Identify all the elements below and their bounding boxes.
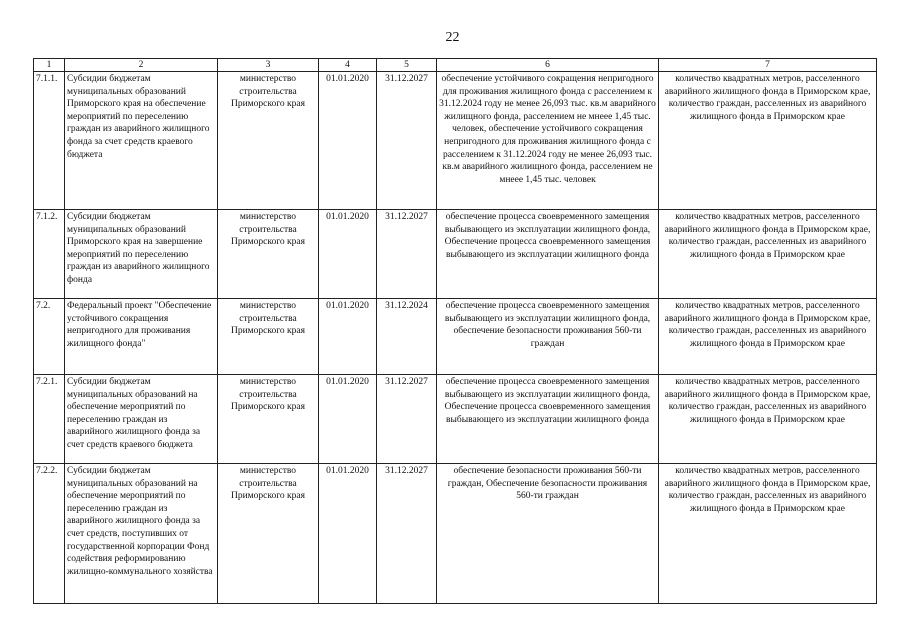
column-number: 4 <box>319 59 377 72</box>
column-number: 7 <box>659 59 877 72</box>
table-row <box>34 72 877 210</box>
item-start-date: 01.01.2020 <box>319 299 377 375</box>
item-number: 7.2.2. <box>34 464 65 604</box>
item-start-date: 01.01.2020 <box>319 464 377 604</box>
column-number: 6 <box>437 59 659 72</box>
table-row <box>34 375 877 464</box>
item-name: Субсидии бюджетам муниципальных образований Приморского края на обеспечение мероприятий по переселению граждан из аварийного жилищного фонда за счет средств краевого бюджета <box>65 72 218 210</box>
column-number: 3 <box>218 59 319 72</box>
item-name: Субсидии бюджетам муниципальных образований на обеспечение мероприятий по переселению граждан из аварийного жилищного фонда за счет средств, поступивших от государственной корпорации Фонд содействия реформированию жилищно-коммунального хозяйства <box>65 464 218 604</box>
item-indicator: количество квадратных метров, расселенного аварийного жилищного фонда в Приморском крае, количество граждан, расселенных из аварийного жилищного фонда в Приморском крае <box>659 375 877 464</box>
item-expected-result: обеспечение процесса своевременного замещения выбывающего из эксплуатации жилищного фонда, Обеспечение процесса своевременного замещения выбывающего из эксплуатации жилищного фонда <box>437 210 659 299</box>
item-name: Субсидии бюджетам муниципальных образований Приморского края на завершение мероприятий по переселению граждан из аварийного жилищного фонда <box>65 210 218 299</box>
item-start-date: 01.01.2020 <box>319 72 377 210</box>
item-expected-result: обеспечение процесса своевременного замещения выбывающего из эксплуатации жилищного фонда, Обеспечение процесса своевременного замещения выбывающего из эксплуатации жилищного фонда <box>437 375 659 464</box>
item-indicator: количество квадратных метров, расселенного аварийного жилищного фонда в Приморском крае, количество граждан, расселенных из аварийного жилищного фонда в Приморском крае <box>659 299 877 375</box>
item-executor: министерство строительства Приморского края <box>218 72 319 210</box>
item-end-date: 31.12.2027 <box>377 375 437 464</box>
column-number: 5 <box>377 59 437 72</box>
item-start-date: 01.01.2020 <box>319 210 377 299</box>
item-indicator: количество квадратных метров, расселенного аварийного жилищного фонда в Приморском крае, количество граждан, расселенных из аварийного жилищного фонда в Приморском крае <box>659 210 877 299</box>
item-indicator: количество квадратных метров, расселенного аварийного жилищного фонда в Приморском крае, количество граждан, расселенных из аварийного жилищного фонда в Приморском крае <box>659 464 877 604</box>
item-end-date: 31.12.2024 <box>377 299 437 375</box>
item-indicator: количество квадратных метров, расселенного аварийного жилищного фонда в Приморском крае, количество граждан, расселенных из аварийного жилищного фонда в Приморском крае <box>659 72 877 210</box>
item-expected-result: обеспечение устойчивого сокращения непригодного для проживания жилищного фонда с расселением к 31.12.2024 году не менее 26,093 тыс. кв.м аварийного жилищного фонда, расселением не мнеее 1,45 тыс. человек, обеспечение устойчивого сокращения непригодного для проживания жилищного фонда с расселением к 31.12.2024 году не менее 26,093 тыс. кв.м аварийного жилищного фонда, расселением не мнеее 1,45 тыс. человек <box>437 72 659 210</box>
item-name: Федеральный проект "Обеспечение устойчивого сокращения непригодного для проживания жилищного фонда" <box>65 299 218 375</box>
item-number: 7.1.2. <box>34 210 65 299</box>
item-executor: министерство строительства Приморского края <box>218 210 319 299</box>
column-number: 1 <box>34 59 65 72</box>
item-expected-result: обеспечение безопасности проживания 560-ти граждан, Обеспечение безопасности проживания 560-ти граждан <box>437 464 659 604</box>
program-table <box>33 58 877 604</box>
item-start-date: 01.01.2020 <box>319 375 377 464</box>
column-number: 2 <box>65 59 218 72</box>
item-executor: министерство строительства Приморского края <box>218 299 319 375</box>
column-number-row <box>34 59 877 72</box>
item-number: 7.1.1. <box>34 72 65 210</box>
item-end-date: 31.12.2027 <box>377 72 437 210</box>
item-number: 7.2. <box>34 299 65 375</box>
item-end-date: 31.12.2027 <box>377 464 437 604</box>
item-name: Субсидии бюджетам муниципальных образований на обеспечение мероприятий по переселению граждан из аварийного жилищного фонда за счет средств краевого бюджета <box>65 375 218 464</box>
table-row <box>34 210 877 299</box>
item-expected-result: обеспечение процесса своевременного замещения выбывающего из эксплуатации жилищного фонда, обеспечение безопасности проживания 560-ти граждан <box>437 299 659 375</box>
table-row <box>34 464 877 604</box>
table-row <box>34 299 877 375</box>
item-number: 7.2.1. <box>34 375 65 464</box>
item-executor: министерство строительства Приморского края <box>218 375 319 464</box>
page-number: 22 <box>445 30 460 45</box>
item-end-date: 31.12.2027 <box>377 210 437 299</box>
item-executor: министерство строительства Приморского края <box>218 464 319 604</box>
